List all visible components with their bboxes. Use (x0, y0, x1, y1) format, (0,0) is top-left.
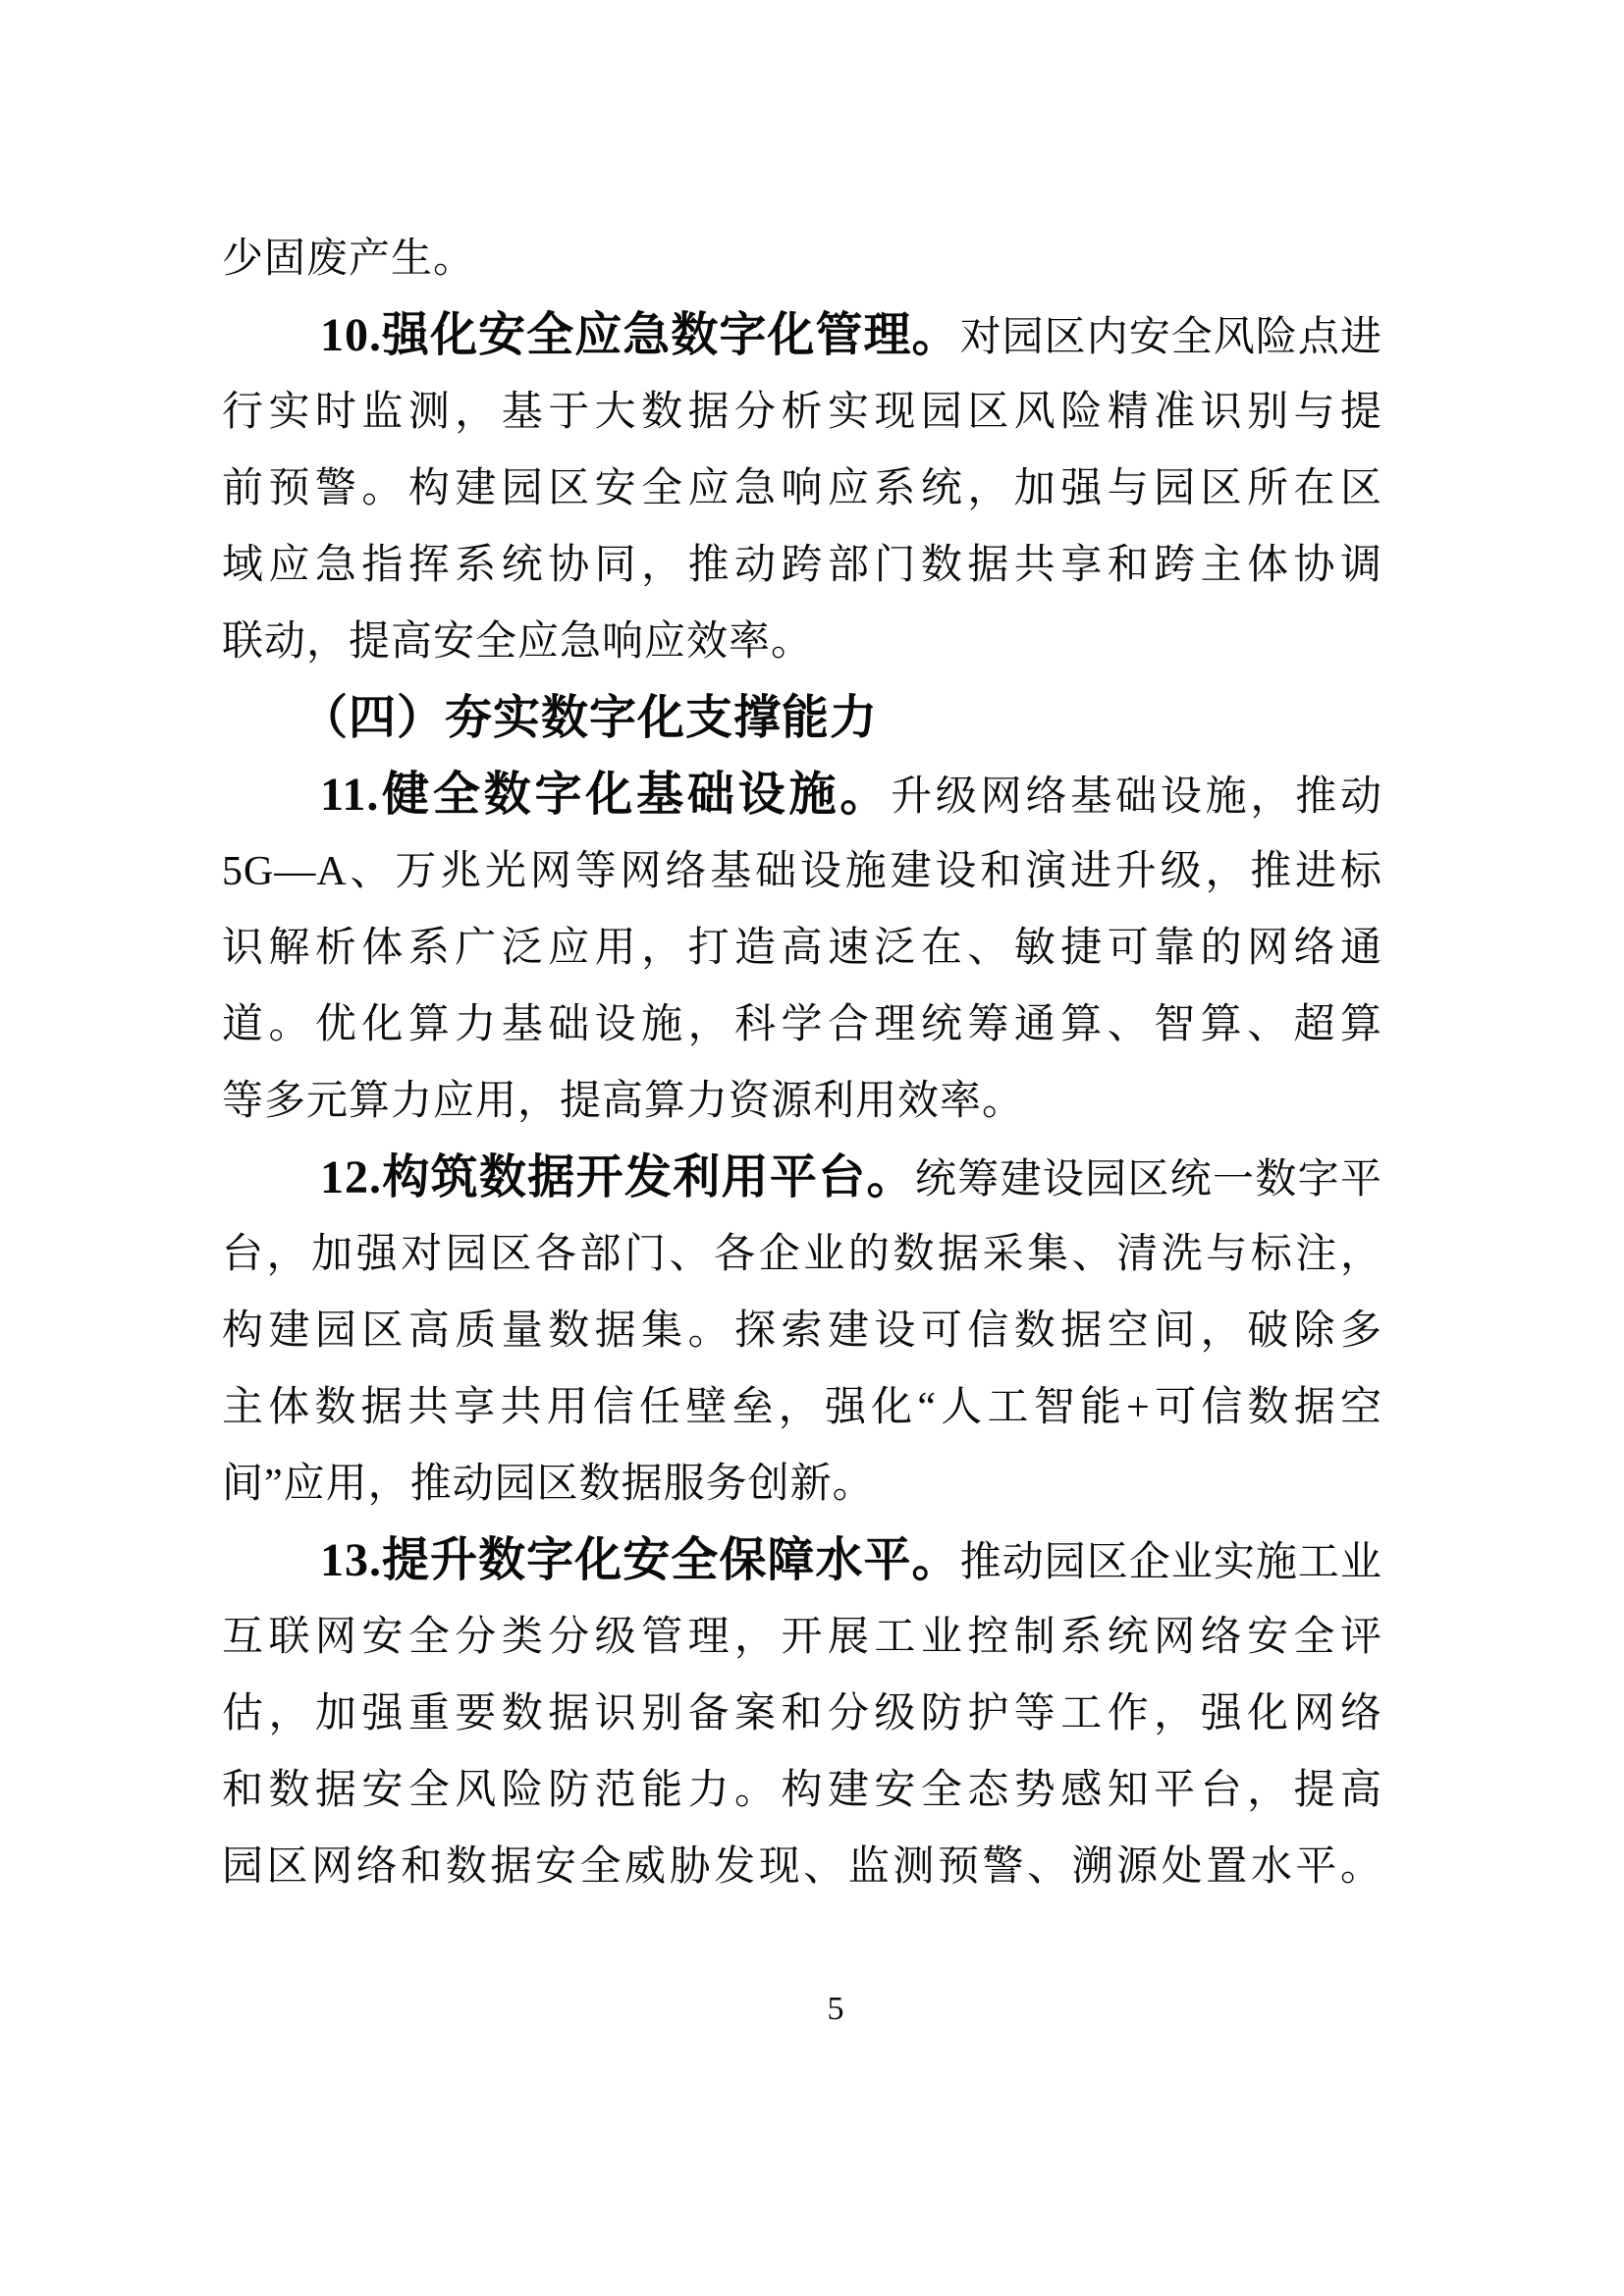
text-line (222, 374, 1382, 451)
text-segment: 台，加强对园区各部门、各企业的数据采集、清洗与标注， (222, 1232, 1382, 1277)
text-line (222, 1522, 1382, 1599)
text-segment: 5G—A、万兆光网等网络基础设施建设和演进升级，推进标 (222, 849, 1382, 894)
bold-heading-segment: 11.健全数字化基础设施。 (320, 769, 892, 821)
section-heading-line (222, 680, 1382, 757)
text-line (222, 297, 1382, 374)
text-line (222, 1599, 1382, 1676)
page-number: 5 (827, 1991, 844, 2027)
text-segment: 识解析体系广泛应用，打造高速泛在、敏捷可靠的网络通 (222, 926, 1382, 971)
bold-heading-segment: 13.提升数字化安全保障水平。 (320, 1534, 960, 1586)
text-line (222, 1829, 1382, 1905)
text-line (222, 221, 1382, 297)
text-line (222, 910, 1382, 987)
text-line (222, 1676, 1382, 1752)
text-line (222, 451, 1382, 527)
text-segment: 间”应用，推动园区数据服务创新。 (222, 1462, 875, 1507)
text-segment: 联动，提高安全应急响应效率。 (222, 619, 814, 665)
text-segment: 对园区内安全风险点进 (959, 315, 1382, 360)
text-segment: 互联网安全分类分级管理，开展工业控制系统网络安全评 (222, 1615, 1382, 1660)
text-segment: 前预警。构建园区安全应急响应系统，加强与园区所在区 (222, 466, 1382, 511)
text-line (222, 1140, 1382, 1216)
text-segment: 等多元算力应用，提高算力资源利用效率。 (222, 1079, 1025, 1124)
page-footer (222, 1991, 1449, 2028)
text-line (222, 987, 1382, 1063)
text-line (222, 1752, 1382, 1829)
text-segment: 构建园区高质量数据集。探索建设可信数据空间，破除多 (222, 1308, 1382, 1354)
text-line (222, 833, 1382, 910)
text-segment: 主体数据共享共用信任壁垒，强化“人工智能+可信数据空 (222, 1385, 1382, 1430)
text-segment: 域应急指挥系统协同，推动跨部门数据共享和跨主体协调 (222, 543, 1382, 588)
text-segment: 少固废产生。 (222, 237, 476, 282)
text-line (222, 1369, 1382, 1446)
text-segment: 估，加强重要数据识别备案和分级防护等工作，强化网络 (222, 1691, 1382, 1736)
bold-heading-segment: （四）夯实数字化支撑能力 (300, 692, 879, 744)
text-line (222, 757, 1382, 833)
text-line (222, 604, 1382, 680)
text-segment: 道。优化算力基础设施，科学合理统筹通算、智算、超算 (222, 1002, 1382, 1047)
text-line (222, 1216, 1382, 1293)
text-segment: 统筹建设园区统一数字平 (914, 1157, 1382, 1202)
text-segment: 升级网络基础设施，推动 (891, 774, 1382, 820)
text-segment: 行实时监测，基于大数据分析实现园区风险精准识别与提 (222, 390, 1382, 435)
text-segment: 园区网络和数据安全威胁发现、监测预警、溯源处置水平。 (222, 1844, 1382, 1890)
bold-heading-segment: 10.强化安全应急数字化管理。 (320, 309, 960, 361)
bold-heading-segment: 12.构筑数据开发利用平台。 (320, 1151, 915, 1203)
text-line (222, 1446, 1382, 1522)
text-line (222, 1063, 1382, 1140)
text-line (222, 1293, 1382, 1369)
text-segment: 和数据安全风险防范能力。构建安全态势感知平台，提高 (222, 1768, 1382, 1813)
text-segment: 推动园区企业实施工业 (959, 1540, 1382, 1585)
document-body (222, 221, 1382, 1905)
text-line (222, 527, 1382, 604)
